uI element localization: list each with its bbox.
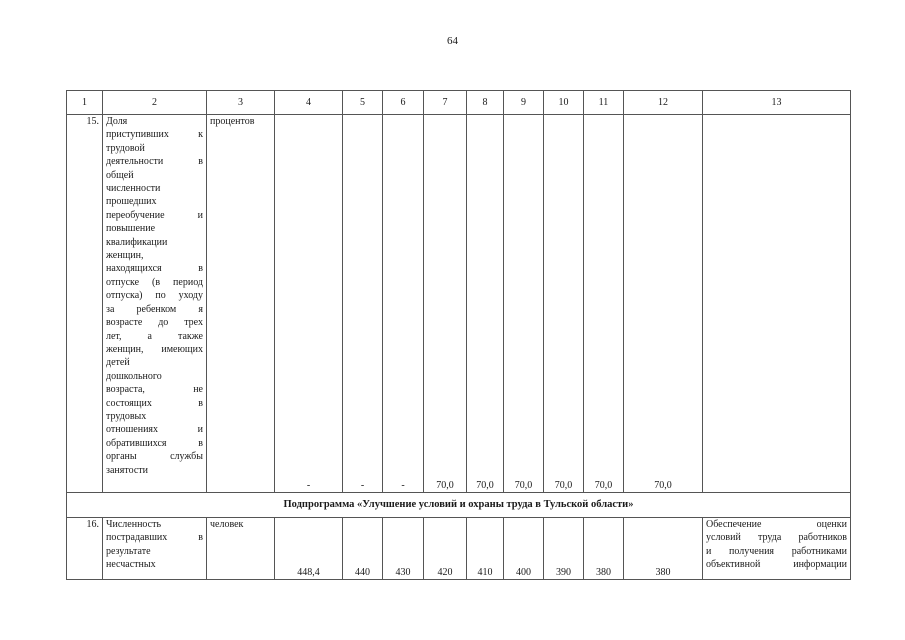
header-cell: 6 [383,91,424,115]
value-cell: - [383,115,424,493]
subprogram-row [67,493,851,518]
indicator-name [103,115,207,493]
header-cell: 10 [544,91,584,115]
header-cell: 11 [584,91,624,115]
indicator-text [106,115,203,477]
value-cell: 390 [544,518,584,580]
indicator-name [103,518,207,580]
text-line: женщин, имеющих [106,343,203,355]
table-row [67,518,851,580]
text-line: условий труда работников [706,532,847,544]
note-text [706,518,847,572]
header-cell: 3 [207,91,275,115]
text-line: обратившихся в [106,437,203,449]
indicator-text [106,518,203,572]
value-cell: - [275,115,343,493]
value-cell: 380 [584,518,624,580]
row-number: 16. [67,518,103,580]
text-line: трудовой [106,142,145,154]
text-line: приступивших к [106,129,203,141]
text-line: Доля [106,116,128,127]
text-line: переобучение и [106,209,203,221]
value-cell: 70,0 [624,115,703,493]
unit: человек [207,518,275,580]
value-cell: 400 [504,518,544,580]
row-number: 15. [67,115,103,493]
text-line: женщин, [106,250,144,262]
text-line: детей [106,357,130,369]
text-line: занятости [106,464,148,476]
header-cell: 4 [275,91,343,115]
text-line: отпуске (в период [106,276,203,288]
text-line: деятельности в [106,156,203,168]
subprogram-title: Подпрограмма «Улучшение условий и охраны труда в Тульской области» [67,493,851,518]
header-cell: 1 [67,91,103,115]
value-cell: 448,4 [275,518,343,580]
text-line: квалификации [106,236,168,248]
text-line: возраста, не [106,384,203,396]
header-cell: 7 [424,91,467,115]
text-line: несчастных [106,559,156,571]
page-number: 64 [447,35,458,47]
text-line: общей [106,169,134,181]
header-cell: 13 [703,91,851,115]
text-line: трудовых [106,410,147,422]
text-line: возрасте до трех [106,317,203,329]
text-line: объективной информации [706,559,847,571]
value-cell: 440 [343,518,383,580]
text-line: повышение [106,223,156,235]
value-cell: 70,0 [467,115,504,493]
header-cell: 9 [504,91,544,115]
text-line: находящихся в [106,263,203,275]
text-line: Численность [106,519,162,530]
text-line: за ребенком я [106,303,203,315]
text-line: дошкольного [106,370,162,382]
value-cell: 410 [467,518,504,580]
value-cell: 70,0 [544,115,584,493]
header-cell: 8 [467,91,504,115]
value-cell: 420 [424,518,467,580]
unit: процентов [207,115,275,493]
text-line: отпуска) по уходу [106,290,203,302]
text-line: состоящих в [106,397,203,409]
text-line: отношениях и [106,424,203,436]
value-cell: 70,0 [504,115,544,493]
value-cell: 380 [624,518,703,580]
value-cell: 70,0 [424,115,467,493]
header-row [67,91,851,115]
header-cell: 2 [103,91,207,115]
text-line: органы службы [106,451,203,463]
note-cell [703,518,851,580]
text-line: прошедших [106,196,157,208]
header-cell: 5 [343,91,383,115]
text-line: пострадавших в [106,532,203,544]
header-cell: 12 [624,91,703,115]
text-line: результате [106,545,151,557]
value-cell: 430 [383,518,424,580]
indicators-table [66,90,851,580]
text-line: численности [106,183,161,195]
value-cell: - [343,115,383,493]
text-line: Обеспечение оценки [706,519,847,530]
value-cell: 70,0 [584,115,624,493]
note-cell [703,115,851,493]
text-line: лет, а также [106,330,203,342]
text-line: и получения работниками [706,545,847,557]
table-row [67,115,851,493]
